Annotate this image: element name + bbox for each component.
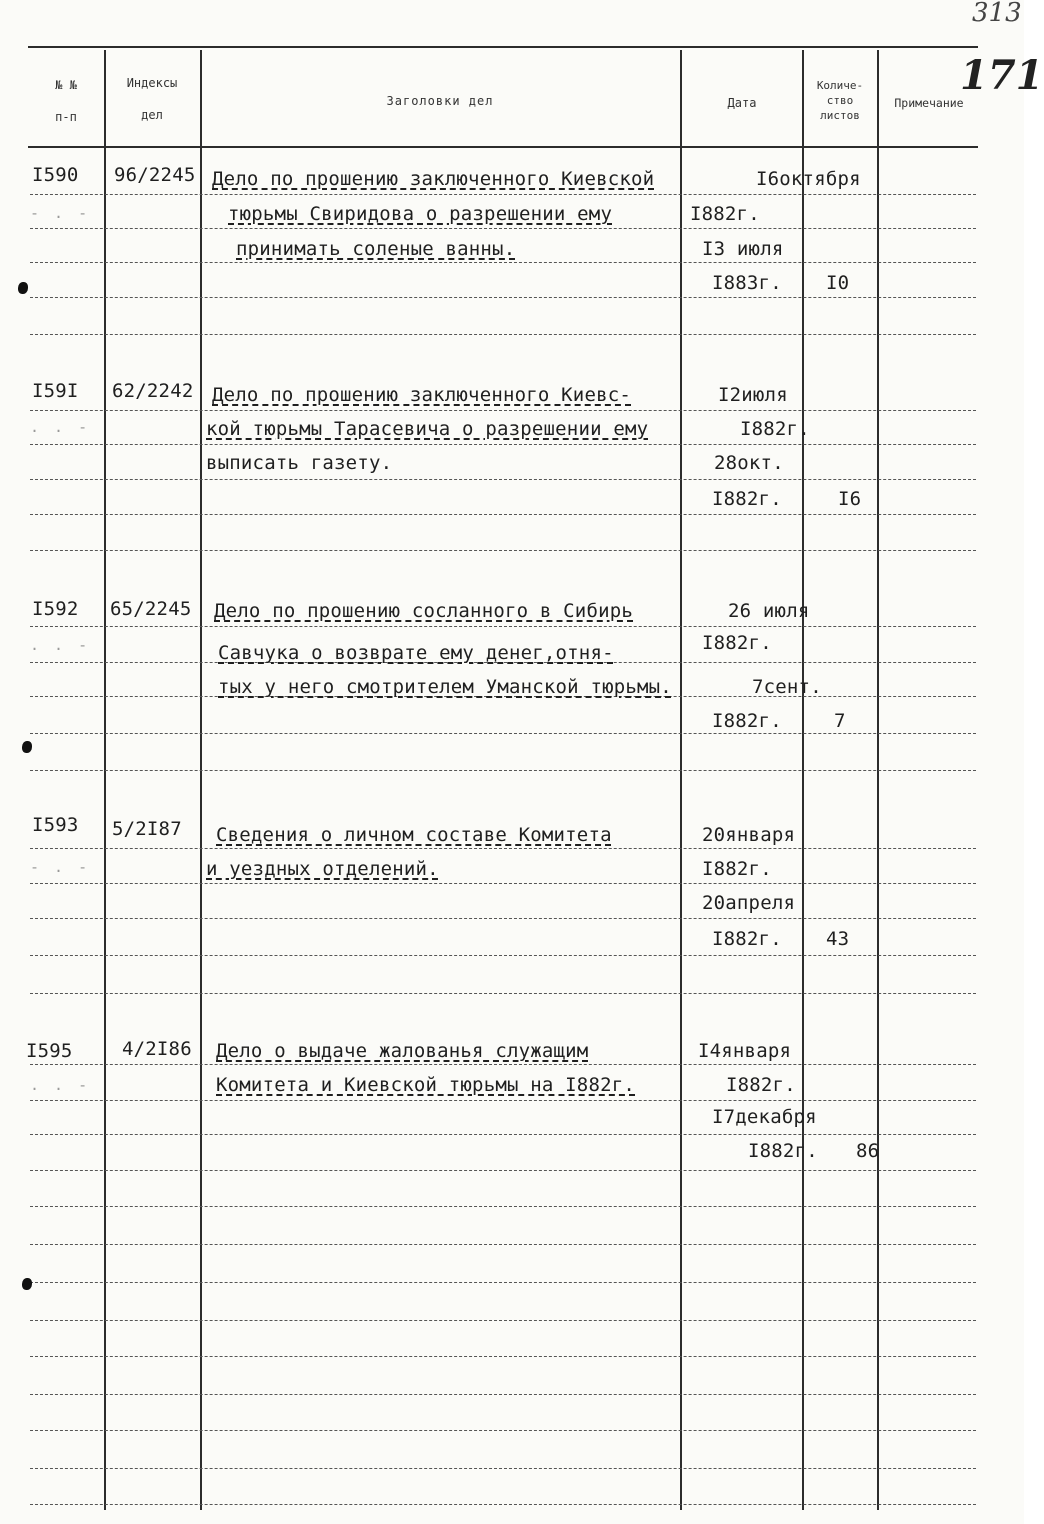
ruled-line	[30, 297, 976, 299]
entry-title-line: принимать соленые ванны.	[236, 238, 516, 260]
entry-index: 62/2242	[112, 380, 194, 402]
entry-number: I59I	[32, 380, 79, 402]
entry-date: 26 июля	[728, 600, 810, 622]
ruled-line	[30, 194, 976, 196]
col-divider-4	[802, 50, 804, 1510]
ruled-line	[30, 1206, 976, 1208]
entry-index: 65/2245	[110, 598, 192, 620]
entry-date: I882г.	[702, 632, 772, 654]
col-divider-5	[877, 50, 879, 1510]
ruled-line	[30, 1064, 976, 1066]
ruled-line	[30, 410, 976, 412]
header-count-line1: Количе-	[816, 79, 864, 92]
ruled-line	[30, 228, 976, 230]
entry-title-line: выписать газету.	[206, 452, 393, 474]
ruled-line	[30, 883, 976, 885]
ruled-line	[30, 550, 976, 552]
faint-marks: - . -	[30, 858, 91, 876]
entry-date: I882г.	[712, 710, 782, 732]
entry-title-line: Дело по прошению заключенного Киевс-	[212, 384, 632, 406]
header-count-line3: листов	[820, 109, 860, 122]
entry-date: I882г.	[712, 928, 782, 950]
ruled-line	[30, 479, 976, 481]
ruled-line	[30, 1468, 976, 1470]
ruled-line	[30, 444, 976, 446]
entry-date: I882г.	[740, 418, 810, 440]
entry-title-line: Савчука о возврате ему денег,отня-	[218, 642, 614, 664]
entry-sheet-count: 7	[834, 710, 846, 732]
ruled-line	[30, 1282, 976, 1284]
header-index-line1: Индексы	[126, 76, 178, 90]
ruled-line	[30, 1320, 976, 1322]
entry-date: 20апреля	[702, 892, 796, 914]
entry-date: 28окт.	[714, 452, 784, 474]
ruled-line	[30, 993, 976, 995]
entry-index: 4/2I86	[122, 1038, 192, 1060]
entry-date: I882г.	[702, 858, 772, 880]
faint-marks: . . -	[30, 636, 91, 654]
entry-number: I592	[32, 598, 79, 620]
entry-title-line: Сведения о личном составе Комитета	[216, 824, 612, 846]
ruled-line	[30, 1356, 976, 1358]
entry-title-line: Дело о выдаче жалованья служащим	[216, 1040, 589, 1062]
entry-title-line: тюрьмы Свиридова о разрешении ему	[228, 203, 613, 225]
entry-sheet-count: I0	[826, 272, 850, 294]
col-divider-3	[680, 50, 682, 1510]
folio-number: 171	[960, 52, 1044, 99]
top-border	[28, 46, 978, 48]
header-no	[30, 76, 102, 126]
entry-title-line: кой тюрьмы Тарасевича о разрешении ему	[206, 418, 649, 440]
faint-marks: - . -	[30, 204, 91, 222]
entry-date: I883г.	[712, 272, 782, 294]
ruled-line	[30, 918, 976, 920]
entry-title-line: и уездных отделений.	[206, 858, 439, 880]
entry-index: 96/2245	[114, 164, 196, 186]
col-divider-1	[104, 50, 106, 1510]
ruled-line	[30, 770, 976, 772]
ruled-line	[30, 848, 976, 850]
ruled-line	[30, 262, 976, 264]
header-bottom-border	[28, 146, 978, 148]
entry-number: I595	[26, 1040, 73, 1062]
ruled-line	[30, 1244, 976, 1246]
entry-sheet-count: I6	[838, 488, 862, 510]
ruled-line	[30, 733, 976, 735]
entry-title-line: тых у него смотрителем Уманской тюрьмы.	[218, 676, 672, 698]
col-divider-2	[200, 50, 202, 1510]
entry-date: 7сент.	[752, 676, 822, 698]
ruled-line	[30, 1134, 976, 1136]
ruled-line	[30, 334, 976, 336]
header-no-line1: № №	[55, 78, 77, 92]
ruled-line	[30, 514, 976, 516]
entry-date: I6октября	[756, 168, 861, 190]
entry-date: I2июля	[718, 384, 788, 406]
entry-date: I7декабря	[712, 1106, 817, 1128]
entry-sheet-count: 86	[856, 1140, 880, 1162]
entry-date: I882г.	[690, 203, 760, 225]
ruled-line	[30, 1170, 976, 1172]
ruled-line	[30, 1504, 976, 1506]
ruled-line	[30, 1430, 976, 1432]
ruled-line	[30, 955, 976, 957]
entry-number: I593	[32, 814, 79, 836]
header-count-line2: ство	[826, 94, 854, 107]
entry-date: 20января	[702, 824, 796, 846]
ruled-line	[30, 1100, 976, 1102]
entry-date: I882г.	[712, 488, 782, 510]
ruled-line	[30, 1394, 976, 1396]
corner-page-number: 313	[972, 0, 1022, 28]
header-no-line2: п-п	[55, 110, 77, 124]
punch-hole	[22, 741, 32, 753]
entry-sheet-count: 43	[826, 928, 850, 950]
header-index	[106, 74, 198, 124]
header-date: Дата	[727, 96, 757, 110]
entry-title-line: Дело по прошению заключенного Киевской	[212, 168, 655, 190]
entry-date: I3 июля	[702, 238, 784, 260]
faint-marks: . . -	[30, 418, 91, 436]
punch-hole	[22, 1278, 32, 1290]
entry-title-line: Комитета и Киевской тюрьмы на I882г.	[216, 1074, 636, 1096]
entry-date: I4января	[698, 1040, 792, 1062]
entry-date: I882г.	[726, 1074, 796, 1096]
entry-date: I882г.	[748, 1140, 818, 1162]
header-index-line2: дел	[141, 108, 163, 122]
faint-marks: . . -	[30, 1076, 91, 1094]
entry-number: I590	[32, 164, 79, 186]
entry-title-line: Дело по прошению сосланного в Сибирь	[214, 600, 634, 622]
header-title: Заголовки дел	[386, 94, 494, 108]
header-note: Примечание	[894, 96, 964, 110]
header-count	[804, 78, 876, 123]
punch-hole	[18, 282, 28, 294]
entry-index: 5/2I87	[112, 818, 182, 840]
ruled-line	[30, 626, 976, 628]
